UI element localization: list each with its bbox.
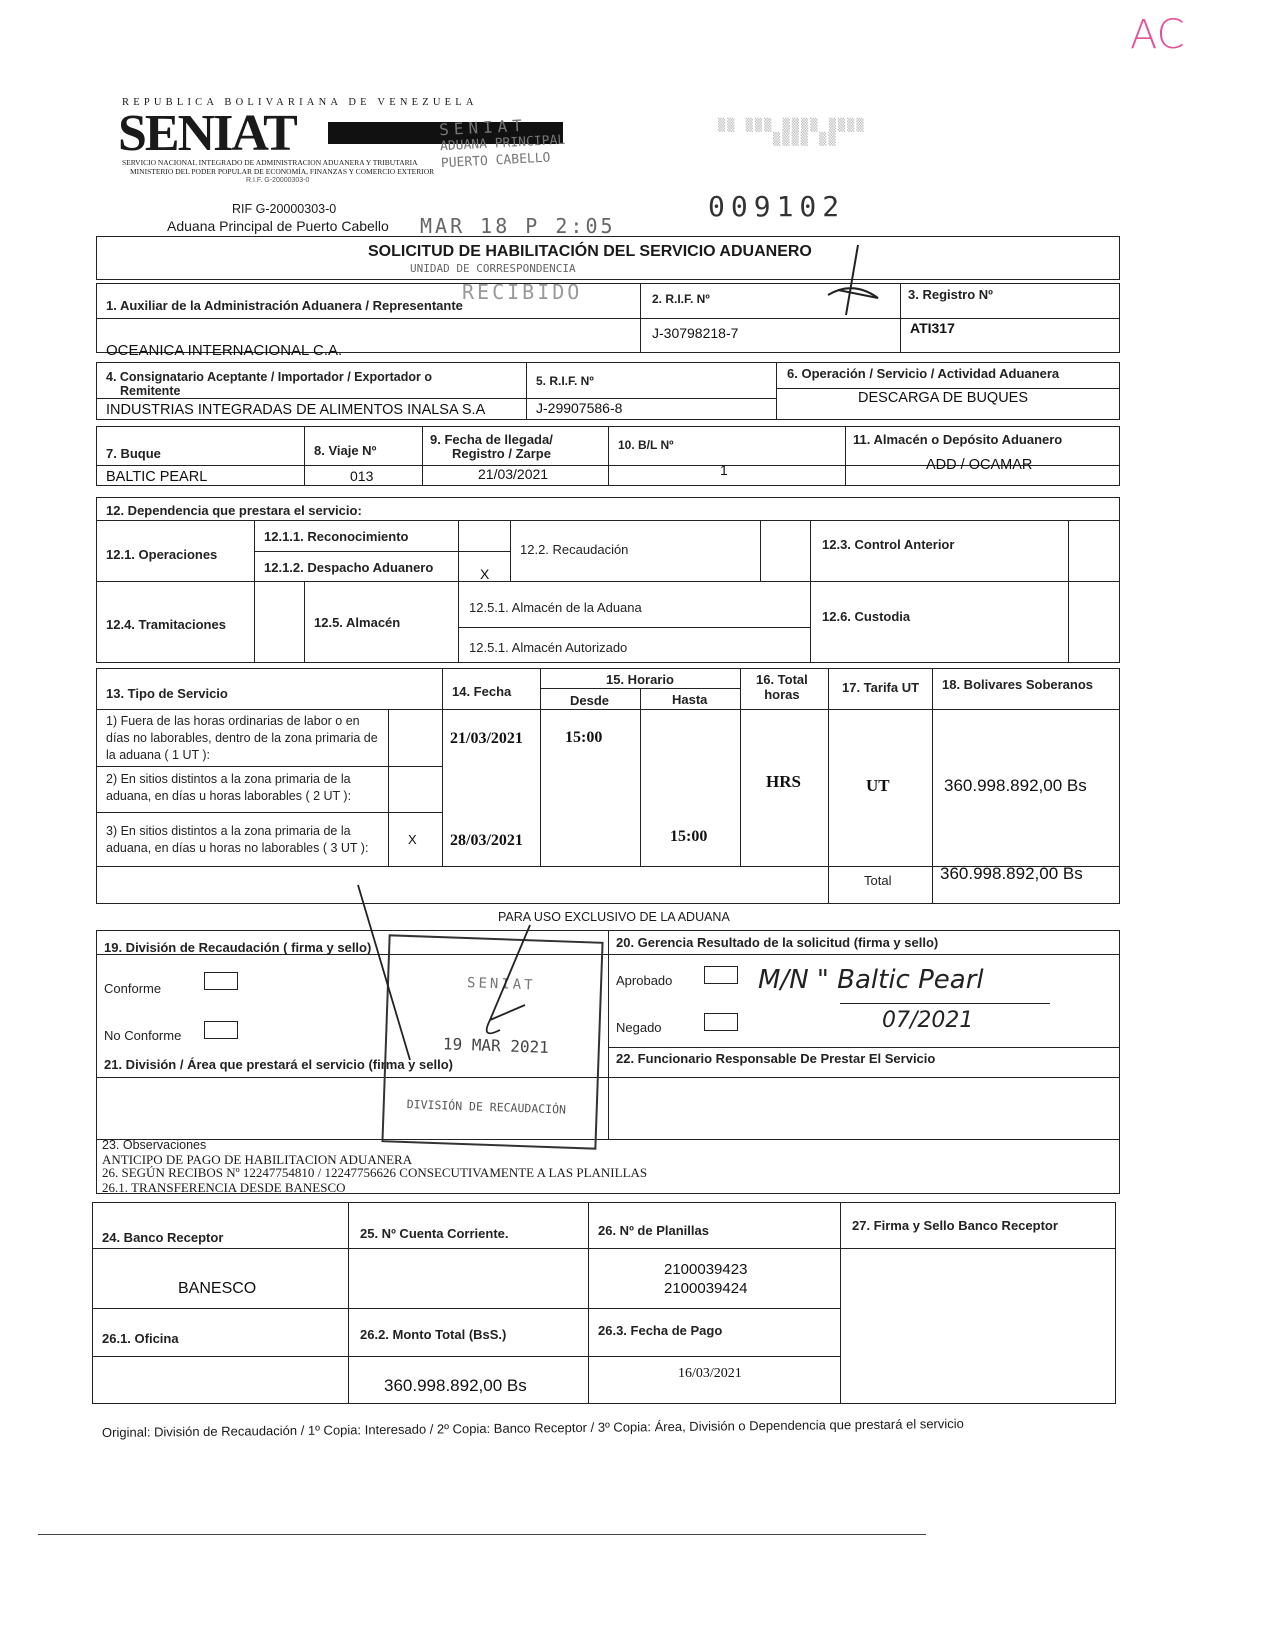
hora-hasta: 15:00 [670, 828, 708, 845]
almacen-12-5-label: 12.5. Almacén [314, 615, 401, 630]
operacion-value: DESCARGA DE BUQUES [858, 390, 1029, 406]
stamp-line1: SENIAT [438, 115, 528, 140]
bolivares-value: 360.998.892,00 Bs [944, 776, 1087, 795]
hora-desde: 15:00 [565, 729, 603, 746]
office-text: Aduana Principal de Puerto Cabello [167, 218, 389, 234]
viaje-label: 8. Viaje Nº [314, 443, 377, 458]
operacion-label: 6. Operación / Servicio / Actividad Aduanera [787, 366, 1060, 381]
gerencia-label: 20. Gerencia Resultado de la solicitud (firma y sello) [616, 935, 939, 950]
despacho-mark[interactable]: X [480, 566, 490, 582]
monto-value: 360.998.892,00 Bs [384, 1376, 527, 1395]
firma-banco-label: 27. Firma y Sello Banco Receptor [852, 1218, 1058, 1233]
total-label: Total [864, 873, 892, 888]
oficina-label: 26.1. Oficina [102, 1331, 179, 1346]
footer-copies: Original: División de Recaudación / 1º Copia: Interesado / 2º Copia: Banco Receptor / 3º Copia: Área, División o Dependencia que prestará el servicio [101, 1415, 964, 1440]
received-stamp [439, 115, 567, 172]
planilla-1: 2100039423 [664, 1261, 748, 1278]
tarifa-label: 17. Tarifa UT [842, 680, 920, 695]
total-horas-label-line2: horas [764, 687, 800, 702]
recaudacion-label: 12.2. Recaudación [520, 542, 629, 557]
recaudacion-stamp-division: DIVISIÓN DE RECAUDACIÓN [406, 1097, 567, 1117]
conforme-checkbox[interactable] [204, 972, 238, 990]
seniat-logo [118, 105, 458, 162]
observaciones-line-2: 26. SEGÚN RECIBOS Nº 12247754810 / 12247756626 CONSECUTIVAMENTE A LAS PLANILLAS [102, 1165, 648, 1180]
recaudacion-stamp-date: 19 MAR 2021 [442, 1034, 550, 1057]
negado-label: Negado [616, 1020, 662, 1035]
stamp-datetime: MAR 18 P 2:05 [420, 214, 616, 238]
logo-text: SENIAT [118, 105, 296, 162]
control-label: 12.3. Control Anterior [822, 537, 955, 552]
fecha-llegada-value: 21/03/2021 [478, 466, 549, 482]
bottom-rule [38, 1534, 926, 1535]
observaciones-label: 23. Observaciones [102, 1138, 207, 1152]
desde-label: Desde [570, 693, 610, 708]
buque-label: 7. Buque [106, 446, 161, 461]
stamp-unit: UNIDAD DE CORRESPONDENCIA [410, 262, 576, 275]
tarifa-value: UT [866, 776, 890, 795]
no-conforme-checkbox[interactable] [204, 1021, 238, 1039]
consignatario-label-line1: 4. Consignatario Aceptante / Importador / Exportador o [106, 370, 432, 384]
rif-value-2: J-30798218-7 [652, 325, 739, 341]
observaciones-line-1: ANTICIPO DE PAGO DE HABILITACION ADUANERA [102, 1152, 413, 1167]
horario-label: 15. Horario [606, 672, 674, 687]
auxiliar-value: OCEANICA INTERNACIONAL C.A. [106, 342, 343, 359]
total-horas-label-line1: 16. Total [756, 672, 808, 687]
funcionario-label: 22. Funcionario Responsable De Prestar El Servicio [616, 1051, 936, 1066]
fecha-pago-label: 26.3. Fecha de Pago [598, 1323, 723, 1338]
tramitaciones-label: 12.4. Tramitaciones [106, 617, 226, 632]
bl-label: 10. B/L Nº [618, 438, 674, 452]
conforme-label: Conforme [104, 981, 162, 996]
almacen-label: 11. Almacén o Depósito Aduanero [853, 432, 1063, 447]
fecha-desde: 21/03/2021 [450, 730, 523, 747]
bolivares-label: 18. Bolivares Soberanos [942, 677, 1094, 692]
fecha-llegada-label [430, 433, 553, 461]
rif-label-2: 2. R.I.F. Nº [652, 292, 710, 306]
total-value: 360.998.892,00 Bs [940, 864, 1083, 883]
serial-number: 009102 [708, 190, 846, 223]
division-21-label: 21. División / Área que prestará el servicio (firma y sello) [104, 1057, 453, 1072]
tipo-servicio-label: 13. Tipo de Servicio [106, 686, 228, 701]
recaudacion-stamp-seniat: SENIAT [466, 975, 536, 994]
registro-label: 3. Registro Nº [908, 287, 993, 302]
stamp-line3: PUERTO CABELLO [440, 150, 551, 172]
handwritten-vessel: M/N " Baltic Pearl [758, 965, 984, 995]
fecha-hasta: 28/03/2021 [450, 832, 523, 849]
almacen-autorizado-label: 12.5.1. Almacén Autorizado [469, 640, 628, 655]
banco-value: BANESCO [178, 1280, 257, 1297]
aprobado-label: Aprobado [616, 973, 673, 988]
planillas-label: 26. Nº de Planillas [598, 1223, 709, 1238]
auxiliar-label: 1. Auxiliar de la Administración Aduanera / Representante [106, 298, 463, 313]
cuenta-label: 25. Nº Cuenta Corriente. [360, 1226, 509, 1241]
total-horas-value: HRS [766, 772, 801, 791]
almacen-value: ADD / OCAMAR [926, 457, 1033, 473]
agency-line1: SERVICIO NACIONAL INTEGRADO DE ADMINISTRACION ADUANERA Y TRIBUTARIA [122, 158, 418, 167]
fecha-pago-value: 16/03/2021 [678, 1366, 742, 1381]
hasta-label: Hasta [672, 692, 708, 707]
rif-label-5: 5. R.I.F. Nº [536, 374, 594, 388]
republic-heading: REPUBLICA BOLIVARIANA DE VENEZUELA [122, 97, 478, 108]
bl-value: 1 [720, 462, 728, 478]
agency-line2: MINISTERIO DEL PODER POPULAR DE ECONOMÍA, FINANZAS Y COMERCIO EXTERIOR [130, 167, 435, 176]
fecha-14-label: 14. Fecha [452, 684, 512, 699]
form-title: SOLICITUD DE HABILITACIÓN DEL SERVICIO ADUANERO [368, 243, 812, 260]
consignatario-label [106, 370, 432, 398]
rif-value-5: J-29907586-8 [536, 400, 623, 416]
service-option-2: 2) En sitios distintos a la zona primaria de la aduana, en días u horas laborables ( 2 UT ): [106, 772, 352, 803]
agency-rif: R.I.F. G-20000303-0 [246, 177, 310, 184]
negado-checkbox[interactable] [704, 1013, 738, 1031]
recaudacion-19-label: 19. División de Recaudación ( firma y sello) [104, 940, 372, 955]
despacho-label: 12.1.2. Despacho Aduanero [264, 560, 434, 575]
faded-stamp-top-right: ▒▒ ▒▒▒ ▒▒▒▒ ▒▒▒▒ ▒▒▒▒ ▒▒ [718, 118, 866, 146]
service-option-3-mark[interactable]: X [408, 832, 417, 847]
no-conforme-label: No Conforme [104, 1028, 182, 1043]
signature-mark [340, 880, 580, 1080]
custodia-label: 12.6. Custodia [822, 609, 911, 624]
total-horas-label [756, 672, 808, 702]
observaciones-line-3: 26.1. TRANSFERENCIA DESDE BANESCO [102, 1180, 346, 1195]
buque-value: BALTIC PEARL [106, 469, 208, 485]
handwritten-date: 07/2021 [882, 1008, 974, 1033]
planilla-2: 2100039424 [664, 1280, 748, 1297]
fecha-llegada-label-line1: 9. Fecha de llegada/ [430, 432, 553, 447]
monto-label: 26.2. Monto Total (BsS.) [360, 1327, 507, 1342]
stamp-recibido: RECIBIDO [462, 280, 583, 304]
section-dependencia [96, 497, 1120, 663]
almacen-aduana-label: 12.5.1. Almacén de la Aduana [469, 600, 642, 615]
fecha-llegada-label-line2: Registro / Zarpe [452, 446, 551, 461]
rif-text: RIF G-20000303-0 [232, 202, 337, 216]
corner-handwritten-mark: AC [1130, 12, 1185, 58]
aduana-use-title: PARA USO EXCLUSIVO DE LA ADUANA [498, 910, 730, 924]
dependencia-title: 12. Dependencia que prestara el servicio: [106, 503, 362, 518]
consignatario-value: INDUSTRIAS INTEGRADAS DE ALIMENTOS INALSA S.A [106, 402, 486, 418]
registro-value: ATI317 [910, 320, 955, 336]
aprobado-checkbox[interactable] [704, 966, 738, 984]
service-option-1: 1) Fuera de las horas ordinarias de labor o en días no laborables, dentro de la zona primaria de la aduana ( 1 UT ): [106, 714, 378, 762]
stamp-line2: ADUANA PRINCIPAL [439, 132, 566, 155]
service-option-3: 3) En sitios distintos a la zona primaria de la aduana, en días u horas no laborables ( 3 UT ): [106, 824, 369, 855]
consignatario-label-line2: Remitente [120, 384, 181, 398]
operaciones-label: 12.1. Operaciones [106, 547, 218, 562]
viaje-value: 013 [350, 468, 374, 484]
banco-label: 24. Banco Receptor [102, 1230, 224, 1245]
reconocimiento-label: 12.1.1. Reconocimiento [264, 529, 409, 544]
